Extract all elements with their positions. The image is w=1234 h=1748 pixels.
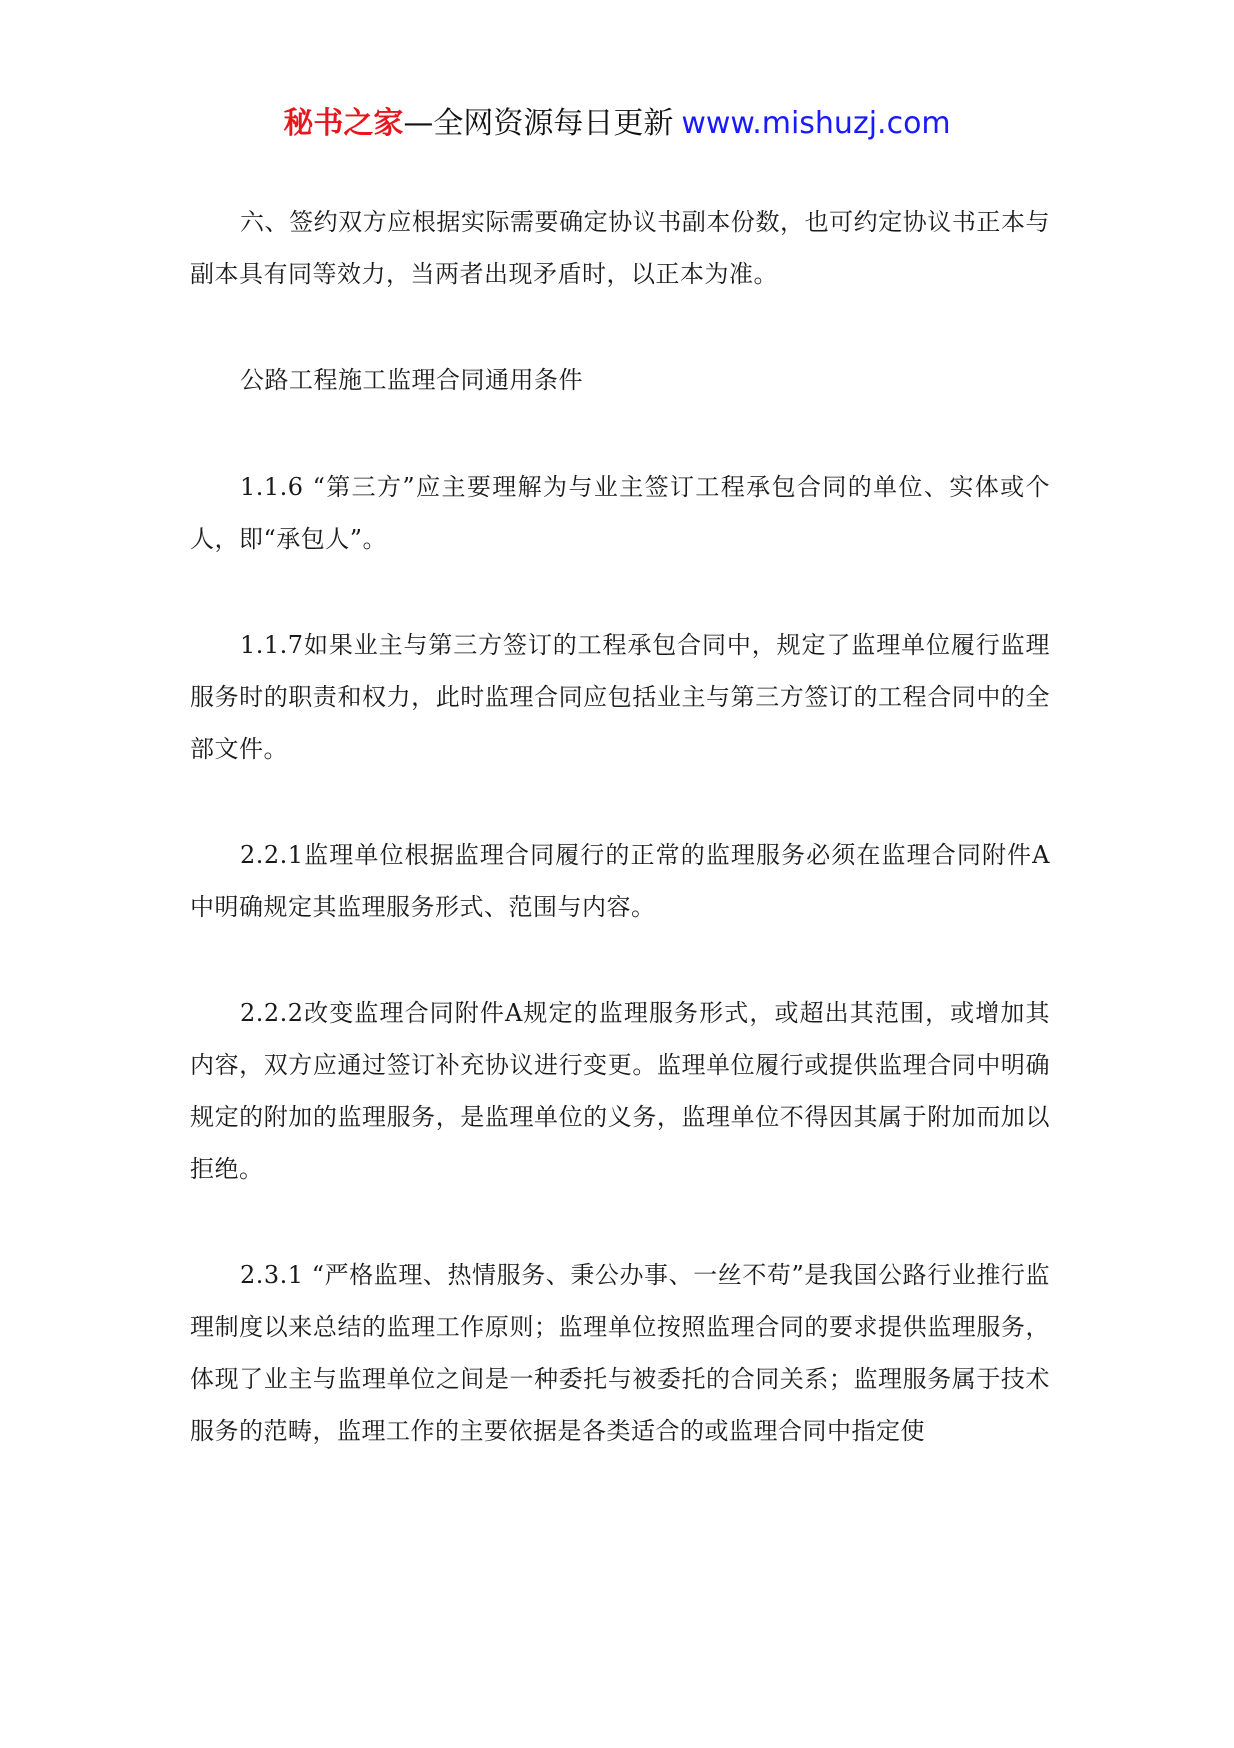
- document-body: [190, 196, 1050, 1511]
- brand-name: 秘书之家: [283, 106, 404, 141]
- header-tagline: —全网资源每日更新: [403, 106, 674, 141]
- paragraph-2-3-1: 2.3.1 “严格监理、热情服务、秉公办事、一丝不苟”是我国公路行业推行监理制度以来总结的监理工作原则；监理单位按照监理合同的要求提供监理服务，体现了业主与监理单位之间是一种委托与被委托的合同关系；监理服务属于技术服务的范畴，监理工作的主要依据是各类适合的或监理合同中指定使: [190, 1261, 1050, 1445]
- paragraph-2-2-2: 2.2.2改变监理合同附件A规定的监理服务形式，或超出其范围，或增加其内容，双方应通过签订补充协议进行变更。监理单位履行或提供监理合同中明确规定的附加的监理服务，是监理单位的义务，监理单位不得因其属于附加而加以拒绝。: [190, 999, 1050, 1183]
- paragraph-1-1-6: 1.1.6 “第三方”应主要理解为与业主签订工程承包合同的单位、实体或个人，即“承包人”。: [190, 473, 1050, 553]
- paragraph-2-2-1: 2.2.1监理单位根据监理合同履行的正常的监理服务必须在监理合同附件A中明确规定其监理服务形式、范围与内容。: [190, 841, 1050, 921]
- paragraph-1-1-7: 1.1.7如果业主与第三方签订的工程承包合同中，规定了监理单位履行监理服务时的职责和权力，此时监理合同应包括业主与第三方签订的工程合同中的全部文件。: [190, 631, 1050, 763]
- page-header: [0, 102, 1234, 146]
- site-link[interactable]: www.mishuzj.com: [681, 106, 951, 141]
- section-title: 公路工程施工监理合同通用条件: [240, 366, 583, 394]
- paragraph-article-6: 六、签约双方应根据实际需要确定协议书副本份数，也可约定协议书正本与副本具有同等效力，当两者出现矛盾时，以正本为准。: [190, 208, 1050, 288]
